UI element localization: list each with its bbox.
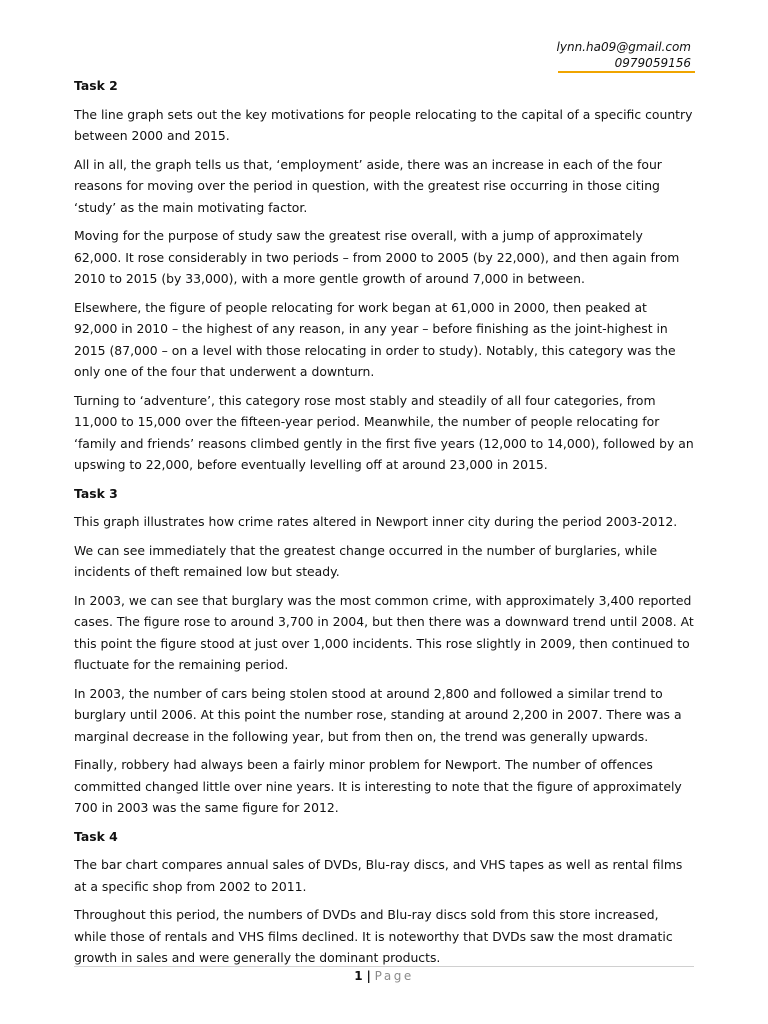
page-label: Page — [374, 969, 414, 983]
paragraph: Moving for the purpose of study saw the greatest rise overall, with a jump of approximately 62,000. It rose considerably in two periods – from 2000 to 2005 (by 22,000), and then again from 2010 to 2015 (by 33,000), with a more gentle growth of around 7,000 in between. — [74, 228, 680, 286]
footer-divider — [74, 966, 694, 967]
paragraph: In 2003, we can see that burglary was the most common crime, with approximately 3,400 reported cases. The figure rose to around 3,700 in 2004, but then there was a downward trend until 2008. At this point the figure stood at just over 1,000 incidents. This rose slightly in 2009, then continued to fluctuate for the remaining period. — [74, 592, 694, 672]
paragraph: Finally, robbery had always been a fairly minor problem for Newport. The number of offences committed changed little over nine years. It is interesting to note that the figure of approximately 700 in 2003 was the same figure for 2012. — [74, 757, 682, 815]
paragraph: The bar chart compares annual sales of DVDs, Blu-ray discs, and VHS tapes as well as rental films at a specific shop from 2002 to 2011. — [74, 857, 683, 894]
paragraph: Elsewhere, the figure of people relocating for work began at 61,000 in 2000, then peaked at 92,000 in 2010 – the highest of any reason, in any year – before finishing as the joint-highest in 2015 (87,000 – on a level with those relocating in order to study). Notably, this category was the only one of the four that underwent a downturn. — [74, 299, 676, 379]
section-heading: Task 2 — [74, 78, 118, 93]
page-footer — [0, 968, 768, 984]
section-heading: Task 4 — [74, 828, 118, 844]
paragraph: Turning to ‘adventure’, this category rose most stably and steadily of all four categories, from 11,000 to 15,000 over the fifteen-year period. Meanwhile, the number of people relocating for ‘family and friends’ reasons climbed gently in the first five years (12,000 to 14,000), followed by an upswing to 22,000, before eventually levelling off at around 23,000 in 2015. — [74, 392, 694, 472]
paragraph: This graph illustrates how crime rates altered in Newport inner city during the period 2003-2012. — [74, 514, 678, 529]
paragraph: Throughout this period, the numbers of DVDs and Blu-ray discs sold from this store increased, while those of rentals and VHS films declined. It is noteworthy that DVDs saw the most dramatic growth in sales and were generally the dominant products. — [74, 907, 673, 965]
header-email: lynn.ha09@gmail.com — [556, 40, 691, 54]
header-divider — [558, 71, 695, 73]
footer-separator: | — [366, 969, 371, 983]
page-number: 1 — [354, 969, 363, 983]
header-phone: 0979059156 — [614, 56, 691, 70]
paragraph: All in all, the graph tells us that, ‘employment’ aside, there was an increase in each of the four reasons for moving over the period in question, with the greatest rise occurring in those citing ‘study’ as the main motivating factor. — [74, 156, 662, 215]
section-heading: Task 3 — [74, 485, 118, 501]
paragraph: We can see immediately that the greatest change occurred in the number of burglaries, while incidents of theft remained low but steady. — [74, 542, 658, 579]
paragraph: In 2003, the number of cars being stolen stood at around 2,800 and followed a similar trend to burglary until 2006. At this point the number rose, standing at around 2,200 in 2007. There was a marginal decrease in the following year, but from then on, the trend was generally upwards. — [74, 685, 682, 744]
page-header — [557, 39, 691, 71]
paragraph: The line graph sets out the key motivations for people relocating to the capital of a specific country between 2000 and 2015. — [74, 106, 693, 143]
document-body — [74, 75, 694, 976]
